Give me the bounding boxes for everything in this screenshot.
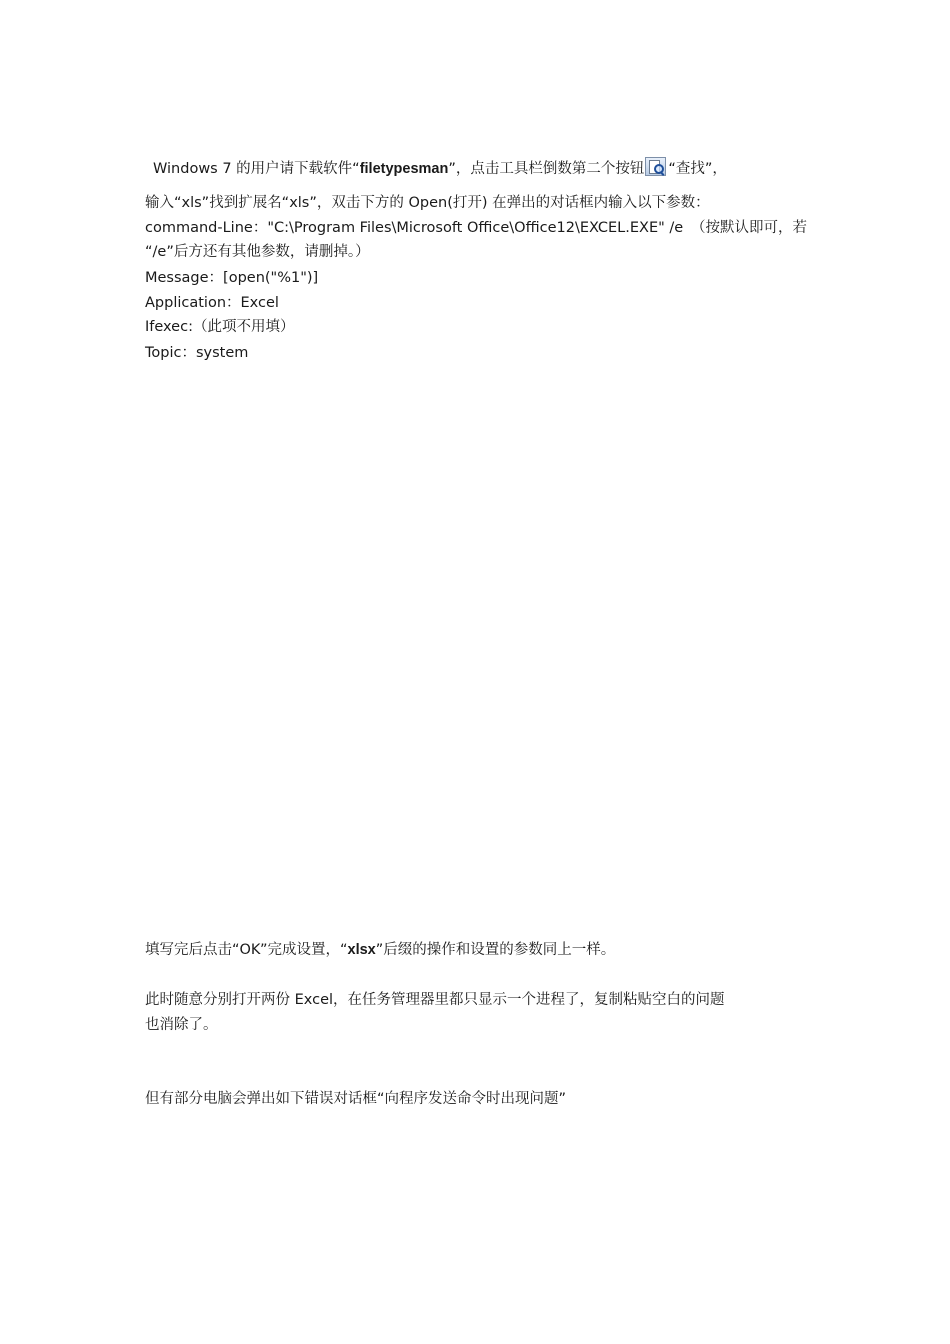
- para1-text-b: ”，点击工具栏倒数第二个按钮: [448, 161, 645, 177]
- param-ifexec: Ifexec:（此项不用填）: [145, 319, 295, 335]
- command-line-value: command-Line："C:\Program Files\Microsoft Office\Office12\EXCEL.EXE" /e: [145, 220, 684, 236]
- para2-text-a: 填写完后点击“OK”完成设置，“: [145, 942, 348, 958]
- param-message: Message：[open("%1")]: [145, 270, 319, 286]
- param-topic: Topic：system: [145, 345, 249, 361]
- para1-text-c: “查找”，: [668, 161, 727, 177]
- command-line-note: （按默认即可，若: [691, 220, 807, 236]
- para1-text-a: Windows 7 的用户请下载软件“: [153, 161, 360, 177]
- para1-line3: [145, 218, 807, 238]
- find-icon: [645, 157, 666, 176]
- para4: 但有部分电脑会弹出如下错误对话框“向程序发送命令时出现问题”: [145, 1091, 567, 1107]
- param-application: Application：Excel: [145, 295, 279, 311]
- software-name: filetypesman: [359, 161, 449, 177]
- para2-text-b: ”后缀的操作和设置的参数同上一样。: [375, 942, 616, 958]
- xlsx-label: xlsx: [347, 942, 376, 958]
- para1-line1: [153, 157, 727, 179]
- para3-line1: 此时随意分别打开两份 Excel，在任务管理器里都只显示一个进程了，复制粘贴空白的问题: [145, 992, 725, 1008]
- para1-line2: 输入“xls”找到扩展名“xls”，双击下方的 Open(打开) 在弹出的对话框内输入以下参数：: [145, 195, 710, 211]
- para3-line2: 也消除了。: [145, 1017, 218, 1033]
- para1-line4: “/e”后方还有其他参数，请删掉。）: [145, 244, 370, 260]
- para2: [145, 940, 615, 960]
